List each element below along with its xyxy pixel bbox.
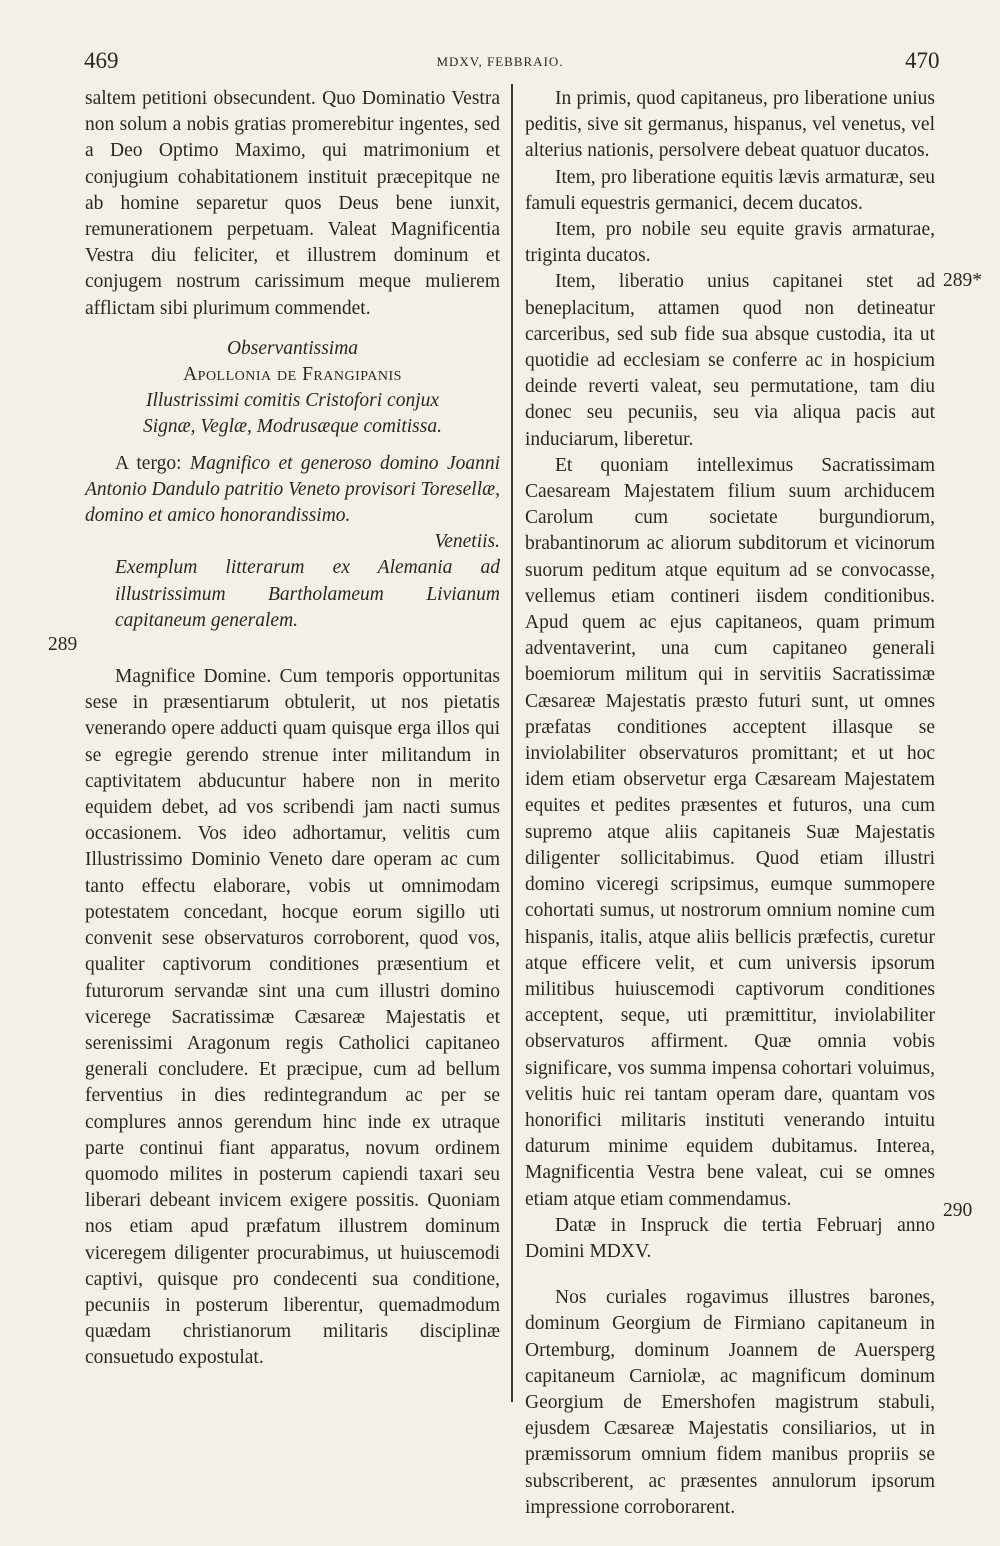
body-paragraph-5: Et quoniam intelleximus Sacratissimam Caesaream Majestatem filium suum archiducem Carolum cum societate burgundiorum, brabantinorum ac aliorum subditorum et vicinorum suorum peditum atque equitum ad se convocasse, vellemus etiam contineri iisdem conditionibus. Apud quem ac ejus capitaneos, quam primum adventaverint, una cum capitaneo generali boemiorum militum qui in servitiis Sacratissimæ Cæsareæ Majestatis præsto futuri sunt, ut omnes præfatas conditiones acceptent illasque se inviolabiliter observaturos promittant; et ut hoc idem etiam observetur erga Cæsaream Majestatem equites et pedites præsentes et futuros, una cum supremo atque aliis capitaneis Suæ Majestatis diligenter sollicitabimus. Quod etiam illustri domino viceregi scripsimus, eumque summopere cohortati sumus, ut nostrorum omnium nomine cum hispanis, italis, atque aliis bellicis præfectis, curetur atque efficere velit, et cum universis ipsorum militibus huiuscemodi captivorum conditiones acceptent, seque, uti præmittitur, inviolabiliter observaturos affirment. Quæ omnia vobis significare, vos summa impensa cohortari voluimus, velitis huic rei tantam operam dare, quantam vos honorifici militaris instituti venerando intuitu daturum minime equidem dubitamus. Interea, Magnificentia Vestra bene valeat, cui se omnes etiam atque etiam commendamus. — [525, 454, 935, 1210]
margin-number-290: 290 — [943, 1200, 973, 1221]
margin-number-289-star: 289* — [943, 270, 982, 291]
address-block — [85, 451, 500, 530]
page-header — [0, 48, 1000, 78]
condition-paragraph-2: Item, pro liberatione equitis lævis armaturæ, seu famuli equestris germanici, decem ducatos. — [525, 166, 935, 214]
signatory-title-line2: Signæ, Veglæ, Modrusæque comitissa. — [142, 416, 442, 438]
left-column — [85, 86, 500, 1372]
margin-number-289: 289 — [48, 634, 78, 655]
signatory-title-line1: Illustrissimi comitis Cristofori conjux — [145, 390, 440, 412]
right-column — [525, 86, 935, 1521]
closing-salutation: Observantissima — [226, 337, 359, 359]
address-text: Magnifico et generoso domino Joanni Antonio Dandulo patritio Veneto provisori Toresellæ, domino et amico honorandissimo. — [85, 452, 501, 527]
signatory-name: Apollonia de Frangipanis — [183, 364, 402, 386]
section-heading-289: Exemplum litterarum ex Alemania ad illustrissimum Bartholameum Livianum capitaneum generalem. — [115, 557, 500, 631]
running-title: MDXV, FEBBRAIO. — [436, 54, 564, 69]
page-number-left: 469 — [84, 48, 119, 73]
column-divider — [511, 84, 513, 1402]
condition-paragraph-1: In primis, quod capitaneus, pro liberatione unius peditis, sive sit germanus, hispanus, vel venetus, vel alterius nationis, persolvere debeat quatuor ducatos. — [525, 88, 935, 162]
letter-ending-paragraph: saltem petitioni obsecundent. Quo Dominatio Vestra non solum a nobis gratias promerebitur ingentes, sed a Deo Optimo Maximo, qui matrimonium et conjugium cohabitationem instituit præcepitque ne ab homine separetur quos Deus bene iunxit, remunerationem perpetuam. Valeat Magnificentia Vestra diu feliciter, et illustrem dominum et conjugem nostrum carissimum meque mulierem afflictam sibi plurimum commendet. — [85, 88, 500, 319]
address-place: Venetiis. — [434, 531, 500, 553]
condition-paragraph-4: Item, liberatio unius capitanei stet ad beneplacitum, attamen quod non detineatur carceribus, sed sub fide sua absque custodia, ita ut quotidie ad ecclesiam se conferre ac in hospicium deinde reverti valeat, seu permutatione, tam diu donec seu pecuniis, seu via aliqua pacis aut induciarum, liberetur. — [525, 271, 935, 450]
section-290-paragraph: Nos curiales rogavimus illustres barones, dominum Georgium de Firmiano capitaneum in Ortemburg, dominum Joannem de Auersperg capitaneum Carniolæ, ac magnificum dominum Georgium de Emershofen magistrum stabuli, ejusdem Cæsareæ Majestatis consiliarios, ut in præmissorum omnium fidem manibus propriis se subscriberent, ac præsentes annulorum ipsorum impressione corroborarent. — [525, 1287, 935, 1518]
dating-paragraph: Datæ in Inspruck die tertia Februarj anno Domini MDXV. — [525, 1214, 935, 1262]
condition-paragraph-3: Item, pro nobile seu equite gravis armaturae, triginta ducatos. — [525, 219, 935, 267]
page-number-right: 470 — [905, 48, 940, 73]
address-label: A tergo: — [115, 452, 182, 474]
letter-paragraph: Magnifice Domine. Cum temporis opportunitas sese in præsentiarum obtulerit, ut nos pietatis venerando opere adducti quam quisque erga illos qui se egregie gerendo strenue inter militandum in captivitatem abducuntur habere non in merito equidem debet, ad vos scribendi jam nacti sumus occasionem. Vos ideo adhortamur, velitis cum Illustrissimo Dominio Veneto dare operam ac cum tanto effectu elaborare, vobis ut omnimodam potestatem concedant, hocque eorum sigillo uti convenit sese observaturos corroborent, quod vos, qualiter captivorum conditiones præsentium et futurorum servandæ sint una cum illustri domino vicerege Sacratissimæ Cæsareæ Majestatis et serenissimi Aragonum regis Catholici capitaneo generali concludere. Et præcipue, cum ad bellum ferventius in dies redintegrandum ac per se complures annos gerendum hinc inde ex utraque parte continui fiant apparatus, novum ordinem quomodo milites in posterum capiendi taxari seu liberari debeant invicem exigere possitis. Quoniam nos etiam apud præfatum illustrem dominum viceregem diligenter procurabimus, ut huiuscemodi captivi, quisque pro condecenti sua conditione, pecuniis in posterum liberentur, quemadmodum quædam christianorum militaris disciplinæ consuetudo expostulat. — [85, 666, 500, 1369]
